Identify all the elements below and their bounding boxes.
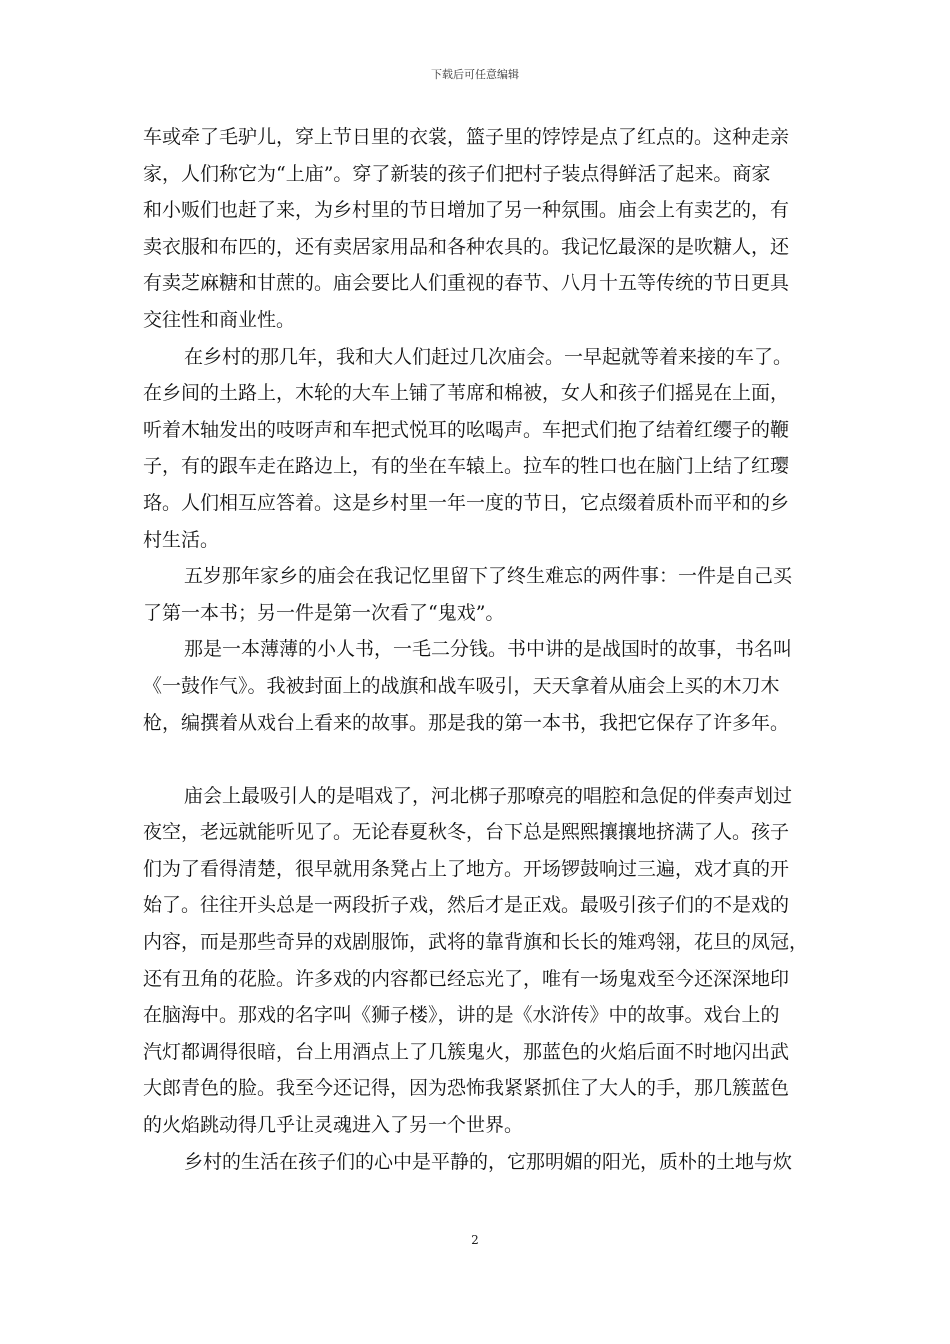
blank-line	[143, 741, 813, 778]
text-line: 子，有的跟车走在路边上，有的坐在车辕上。拉车的牲口也在脑门上结了红璎	[143, 455, 790, 478]
text-line: 夜空，老远就能听见了。无论春夏秋冬，台下总是熙熙攘攘地挤满了人。孩子	[143, 821, 790, 844]
text-line: 家，人们称它为“上庙”。穿了新装的孩子们把村子装点得鲜活了起来。商家	[143, 162, 771, 185]
text-line: 听着木轴发出的吱呀声和车把式悦耳的吆喝声。车把式们抱了结着红缨子的鞭	[143, 418, 790, 441]
text-line: 有卖芝麻糖和甘蔗的。庙会要比人们重视的春节、八月十五等传统的节日更具	[143, 272, 790, 295]
text-line: 的火焰跳动得几乎让灵魂进入了另一个世界。	[143, 1114, 524, 1137]
text-line: 们为了看得清楚，很早就用条凳占上了地方。开场锣鼓响过三遍，戏才真的开	[143, 857, 790, 880]
text-line: 卖衣服和布匹的，还有卖居家用品和各种农具的。我记忆最深的是吹糖人，还	[143, 235, 790, 258]
text-line: 枪，编撰着从戏台上看来的故事。那是我的第一本书，我把它保存了许多年。	[143, 711, 790, 734]
text-line: 内容，而是那些奇异的戏剧服饰，武将的靠背旗和长长的雉鸡翎，花旦的凤冠，	[143, 931, 809, 954]
text-line: 《一鼓作气》。我被封面上的战旗和战车吸引，天天拿着从庙会上买的木刀木	[143, 674, 780, 697]
text-line: 在脑海中。那戏的名字叫《狮子楼》，讲的是《水浒传》中的故事。戏台上的	[143, 1004, 780, 1027]
text-line: 珞。人们相互应答着。这是乡村里一年一度的节日，它点缀着质朴而平和的乡	[143, 491, 790, 514]
text-line: 汽灯都调得很暗，台上用酒点上了几簇鬼火，那蓝色的火焰后面不时地闪出武	[143, 1040, 790, 1063]
text-line: 大郎青色的脸。我至今还记得，因为恐怖我紧紧抓住了大人的手，那几簇蓝色	[143, 1077, 790, 1100]
paragraph-first-line: 那是一本薄薄的小人书，一毛二分钱。书中讲的是战国时的故事，书名叫	[184, 638, 793, 661]
text-line: 在乡间的土路上，木轮的大车上铺了苇席和棉被，女人和孩子们摇晃在上面，	[143, 382, 790, 405]
text-line: 村生活。	[143, 528, 220, 551]
header-note: 下载后可任意编辑	[431, 68, 519, 81]
text-line: 始了。往往开头总是一两段折子戏，然后才是正戏。最吸引孩子们的不是戏的	[143, 894, 790, 917]
text-line: 还有丑角的花脸。许多戏的内容都已经忘光了，唯有一场鬼戏至今还深深地印	[143, 967, 790, 990]
text-line: 和小贩们也赶了来，为乡村里的节日增加了另一种氛围。庙会上有卖艺的，有	[143, 199, 790, 222]
page-number: 2	[471, 1233, 479, 1247]
paragraph-first-line: 五岁那年家乡的庙会在我记忆里留下了终生难忘的两件事：一件是自己买	[184, 565, 793, 588]
paragraph-first-line: 庙会上最吸引人的是唱戏了，河北梆子那嘹亮的唱腔和急促的伴奏声划过	[184, 784, 793, 807]
document-body	[143, 119, 813, 1180]
text-line: 交往性和商业性。	[143, 308, 296, 331]
text-line: 车或牵了毛驴儿，穿上节日里的衣裳，篮子里的饽饽是点了红点的。这种走亲	[143, 126, 790, 148]
text-line: 了第一本书；另一件是第一次看了“鬼戏”。	[143, 601, 505, 624]
paragraph-first-line: 在乡村的那几年，我和大人们赶过几次庙会。一早起就等着来接的车了。	[184, 345, 793, 368]
paragraph-first-line: 乡村的生活在孩子们的心中是平静的，它那明媚的阳光，质朴的土地与炊	[184, 1150, 793, 1173]
